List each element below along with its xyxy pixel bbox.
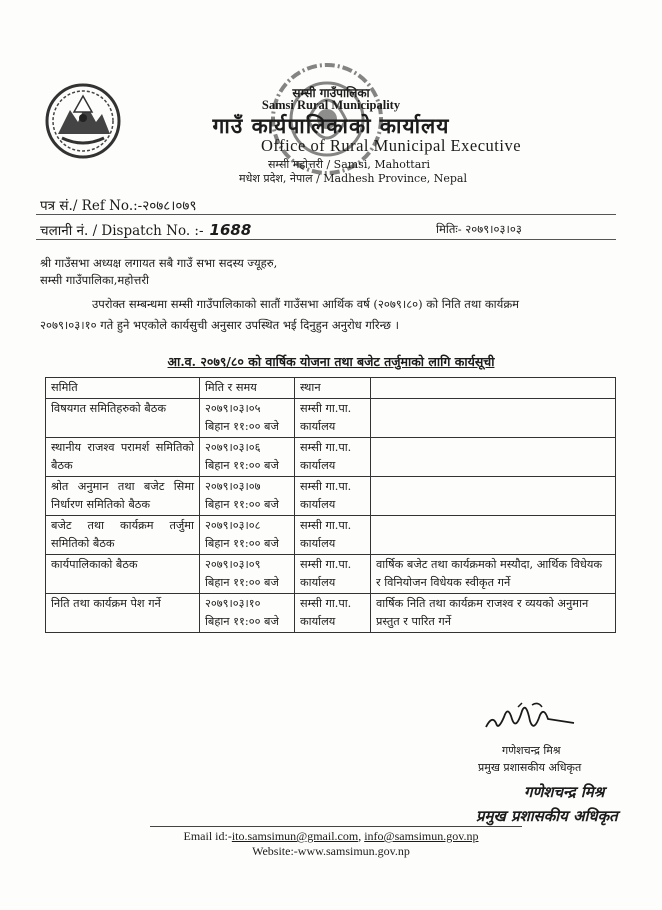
committee-cell: कार्यपालिकाको बैठक xyxy=(46,555,200,594)
body-text-line-2: २०७९।०३।१० गते हुने भएकोले कार्यसुची अनुसार उपस्थित भई दिनुहुन अनुरोध गरिन्छ । xyxy=(40,318,399,332)
footer-website: Website:-www.samsimun.gov.np xyxy=(252,844,410,858)
signatory-title: प्रमुख प्रशासकीय अधिकृत xyxy=(478,761,582,774)
dispatch-number xyxy=(40,221,251,239)
agenda-title: आ.व. २०७९/८० को वार्षिक योजना तथा बजेट तर्जुमाको लागि कार्यसूची xyxy=(167,354,495,369)
table-row xyxy=(46,516,616,555)
date-value: २०७९।०३।०८ xyxy=(205,519,261,532)
dispatch-divider xyxy=(36,239,616,240)
table-row xyxy=(46,555,616,594)
handwritten-signature xyxy=(482,697,582,737)
committee-cell: बजेट तथा कार्यक्रम तर्जुमा समितिको बैठक xyxy=(46,516,200,555)
table-row xyxy=(46,594,616,633)
date-time-cell xyxy=(200,555,295,594)
office-name-en: Office of Rural Municipal Executive xyxy=(260,136,522,155)
time-value: बिहान ११:०० बजे xyxy=(205,498,279,511)
table-row xyxy=(46,477,616,516)
body-text-line-1: उपरोक्त सम्बन्धमा सम्सी गाउँपालिकाको सातौं गाउँसभा आर्थिक वर्ष (२०७९।८०) को निति तथा कार्यक्रम xyxy=(92,297,520,311)
committee-cell: निति तथा कार्यक्रम पेश गर्ने xyxy=(46,594,200,633)
date-time-cell xyxy=(200,438,295,477)
email-separator: , xyxy=(358,829,365,843)
province-line: मधेश प्रदेश, नेपाल / Madhesh Province, Nepal xyxy=(239,172,467,185)
place-cell: सम्सी गा.पा. कार्यालय xyxy=(295,399,371,438)
committee-cell: विषयगत समितिहरुको बैठक xyxy=(46,399,200,438)
dispatch-label: चलानी नं. / Dispatch No. :- xyxy=(40,223,204,239)
dispatch-value: 1688 xyxy=(209,221,252,239)
header-committee: समिति xyxy=(46,378,200,399)
place-cell: सम्सी गा.पा. कार्यालय xyxy=(295,516,371,555)
agenda-table xyxy=(45,377,616,633)
municipality-name-np: सम्सी गाउँपालिका xyxy=(292,86,370,100)
note-cell xyxy=(371,438,616,477)
signatory-name: गणेशचन्द्र मिश्र xyxy=(502,744,561,757)
footer-divider xyxy=(150,826,522,827)
stamp-name: गणेशचन्द्र मिश्र xyxy=(524,783,605,801)
office-address: सम्सी महोत्तरी / Samsi, Mahottari xyxy=(267,158,431,171)
letter-date xyxy=(436,222,522,237)
time-value: बिहान ११:०० बजे xyxy=(205,576,279,589)
office-name-np: गाउँ कार्यपालिकाको कार्यालय xyxy=(212,113,450,138)
time-value: बिहान ११:०० बजे xyxy=(205,537,279,550)
recipient-line-2: सम्सी गाउँपालिका,महोत्तरी xyxy=(40,273,150,287)
date-value: २०७९।०३।०९ xyxy=(205,558,261,571)
place-cell: सम्सी गा.पा. कार्यालय xyxy=(295,438,371,477)
email-label: Email id:- xyxy=(183,829,232,843)
committee-cell: श्रोत अनुमान तथा बजेट सिमा निर्धारण समितिको बैठक xyxy=(46,477,200,516)
place-cell: सम्सी गा.पा. कार्यालय xyxy=(295,555,371,594)
footer-email xyxy=(0,829,662,844)
place-cell: सम्सी गा.पा. कार्यालय xyxy=(295,594,371,633)
table-row xyxy=(46,399,616,438)
date-time-cell xyxy=(200,516,295,555)
table-header-row xyxy=(46,378,616,399)
time-value: बिहान ११:०० बजे xyxy=(205,420,279,433)
note-cell xyxy=(371,477,616,516)
date-value: २०७९।०३।०६ xyxy=(205,441,261,454)
email-link-1[interactable]: ito.samsimun@gmail.com xyxy=(231,829,359,843)
header-date-time: मिति र समय xyxy=(200,378,295,399)
table-row xyxy=(46,438,616,477)
recipient-line-1: श्री गाउँसभा अध्यक्ष लगायत सबै गाउँ सभा सदस्य ज्यूहरु, xyxy=(40,256,278,270)
date-time-cell xyxy=(200,477,295,516)
email-link-2[interactable]: info@samsimun.gov.np xyxy=(364,829,479,843)
ref-value: २०७८।०७९ xyxy=(142,198,197,214)
note-cell xyxy=(371,516,616,555)
time-value: बिहान ११:०० बजे xyxy=(205,615,279,628)
date-time-cell xyxy=(200,594,295,633)
ref-label: पत्र सं./ Ref No.:- xyxy=(40,198,143,214)
place-cell: सम्सी गा.पा. कार्यालय xyxy=(295,477,371,516)
note-cell: वार्षिक निति तथा कार्यक्रम राजश्व र व्ययको अनुमान प्रस्तुत र पारित गर्ने xyxy=(371,594,616,633)
stamp-title: प्रमुख प्रशासकीय अधिकृत xyxy=(476,807,618,825)
date-value: २०७९।०३।०३ xyxy=(465,222,522,236)
municipality-name-en: Samsi Rural Municipality xyxy=(261,98,401,112)
time-value: बिहान ११:०० बजे xyxy=(205,459,279,472)
date-value: २०७९।०३।०७ xyxy=(205,480,261,493)
committee-cell: स्थानीय राजश्व परामर्श समितिको बैठक xyxy=(46,438,200,477)
ref-divider xyxy=(36,214,616,215)
header-note xyxy=(371,378,616,399)
date-time-cell xyxy=(200,399,295,438)
date-label: मितिः- xyxy=(436,222,462,236)
header-place: स्थान xyxy=(295,378,371,399)
reference-number xyxy=(40,196,196,214)
note-cell xyxy=(371,399,616,438)
date-value: २०७९।०३।१० xyxy=(205,597,261,610)
date-value: २०७९।०३।०५ xyxy=(205,402,261,415)
note-cell: वार्षिक बजेट तथा कार्यक्रमको मस्यौदा, आर्थिक विधेयक र विनियोजन विधेयक स्वीकृत गर्ने xyxy=(371,555,616,594)
